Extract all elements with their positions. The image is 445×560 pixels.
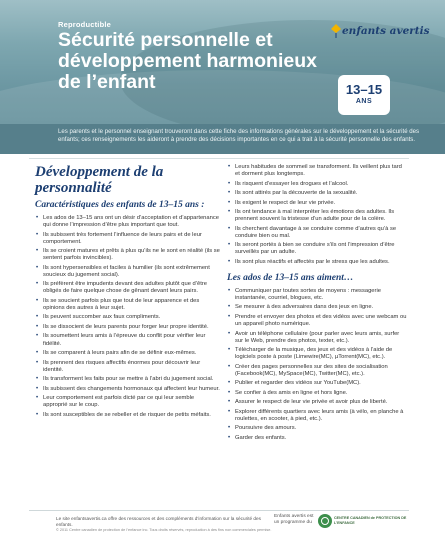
list-item-text: Ils se croient matures et prêts à plus qu’ils ne le sont en réalité (ils se sentent parfois invincibles).: [43, 248, 220, 262]
bullet-icon: •: [228, 313, 231, 320]
page-footer: [0, 508, 445, 560]
partner-label: Enfants avertis est un programme du: [274, 514, 314, 525]
list-item-text: Ils sont susceptibles de se rebeller et de risquer de petits méfaits.: [43, 411, 211, 418]
bullet-icon: •: [36, 411, 39, 418]
bullet-icon: •: [228, 258, 231, 265]
list-item: [35, 386, 220, 393]
bullet-icon: •: [36, 376, 39, 383]
list-item-text: Ils préfèrent être impudents devant des adultes plutôt que d’être obligés de faire quelque chose de gênant devant leurs pairs.: [43, 281, 208, 295]
list-item-text: Ils sont hypersensibles et faciles à humilier (ils sont extrêmement soucieux du jugement social).: [43, 264, 210, 278]
bullet-icon: •: [36, 215, 39, 221]
list-item: [227, 226, 407, 240]
list-item: [35, 248, 220, 262]
list-item-text: Se mesurer à des adversaires dans des jeux en ligne.: [235, 304, 374, 311]
list-item-text: Ils risquent d’essayer les drogues et l’alcool.: [235, 180, 349, 187]
bullet-icon: •: [228, 180, 231, 187]
list-item: [35, 350, 220, 357]
list-item: [227, 399, 407, 406]
bullet-icon: •: [36, 385, 39, 392]
list-item-text: Ils peuvent succomber aux faux compliments.: [43, 314, 161, 321]
bullet-icon: •: [228, 408, 231, 415]
page-header: [0, 0, 445, 124]
list-item-text: Leurs habitudes de sommeil se transforment. Ils veillent plus tard et dorment plus longtemps.: [235, 164, 402, 178]
bullet-icon: •: [36, 231, 39, 238]
list-item-text: Prendre et envoyer des photos et des vidéos avec une webcam ou un appareil photo numérique.: [235, 313, 407, 328]
list-item: [227, 314, 407, 328]
list-item: [35, 360, 220, 374]
section-title: Les ados de 13–15 ans aiment…: [227, 272, 354, 283]
bullet-icon: •: [36, 323, 39, 330]
list-item: [35, 314, 220, 321]
bullet-icon: •: [228, 209, 231, 216]
bullet-icon: •: [36, 359, 39, 366]
list-item: [35, 298, 220, 312]
bullet-icon: •: [36, 248, 39, 255]
copyright-note: © 2011 Centre canadien de protection de l’enfance inc. Tous droits réservés, reproduction à des fins non commerciales permise.: [56, 528, 272, 532]
list-item-text: Ils se dissocient de leurs parents pour forger leur propre identité.: [43, 323, 209, 330]
list-item-text: Ils se soucient parfois plus que tout de leur apparence et des opinions des autres à leur sujet.: [43, 297, 200, 311]
bullet-icon: •: [228, 330, 231, 337]
list-item-text: Ils seront portés à bien se conduire s’ils ont l’impression d’être surveillés par un adulte.: [235, 242, 395, 256]
bullet-icon: •: [36, 297, 39, 304]
bullet-icon: •: [228, 225, 231, 232]
list-item: [227, 304, 407, 311]
list-item-text: Ils subissent des changements hormonaux qui affectent leur humeur.: [43, 385, 220, 392]
page-title: Sécurité personnelle et développement harmonieux de l’enfant: [58, 29, 317, 93]
partner-name: CENTRE CANADIEN de PROTECTION DE L’ENFANCE: [334, 516, 407, 525]
list-item-text: Communiquer par toutes sortes de moyens : messagerie instantanée, courriel, blogues, etc.: [235, 287, 381, 301]
list-item-text: Ils ont tendance à mal interpréter les émotions des adultes. Ils prennent souvent la tristesse d’un adulte pour de la colère.: [235, 209, 395, 223]
list-item-text: Ils soumettent leurs amis à l’épreuve du conflit pour vérifier leur fidélité.: [43, 333, 206, 347]
footer-text: Le site enfantsavertis.ca offre des ressources et des compléments d’information sur la sécurité des enfants.: [56, 516, 261, 527]
bullet-icon: •: [228, 287, 231, 294]
list-item-text: Publier et regarder des vidéos sur YouTube(MC).: [235, 380, 361, 387]
list-item: [35, 333, 220, 347]
age-unit: ANS: [355, 98, 373, 105]
list-item-text: Explorer différents quartiers avec leurs amis (à vélo, en planche à roulettes, en scooter, à pied, etc.).: [235, 408, 404, 422]
intro-band: [0, 124, 445, 154]
kite-icon: [330, 24, 342, 38]
bullet-icon: •: [36, 350, 39, 357]
intro-text: Les parents et le personnel enseignant trouveront dans cette fiche des informations générales sur le développement et la sécurité des enfants; ces renseignements les aideront à prendre des décisions importantes en ce qui a trait à la sécurité personnelle des enfants.: [58, 128, 420, 144]
list-item: [227, 347, 407, 361]
brand-logo-text: enfants avertis: [342, 25, 430, 37]
divider: [29, 510, 409, 511]
list-item-text: Avoir un téléphone cellulaire (pour parler avec leurs amis, surfer sur le Web, prendre des photos, texter, etc.).: [235, 330, 400, 344]
list-item-text: Ils prennent des risques affectifs énormes pour découvrir leur identité.: [43, 359, 201, 373]
list-item: [227, 425, 407, 432]
list-item-text: Télécharger de la musique, des jeux et des vidéos à l’aide de logiciels poste à poste (Limewire(MC), µTorrent(MC), etc.).: [235, 347, 393, 361]
list-item-text: Créer des pages personnelles sur des sites de socialisation (Facebook(MC), MySpace(MC), Twitter(MC), etc.).: [235, 363, 388, 377]
left-column: [35, 164, 220, 421]
list-item-text: Ils cherchent davantage à se conduire comme d’autres qu’à se conduire bien ou mal.: [235, 225, 397, 239]
bullet-icon: •: [228, 304, 231, 311]
bullet-icon: •: [228, 363, 231, 370]
list-item-text: Se confier à des amis en ligne et hors ligne.: [235, 389, 348, 396]
list-item-text: Garder des enfants.: [235, 434, 287, 441]
list-item-text: Poursuivre des amours.: [235, 425, 297, 432]
list-item-text: Ils sont plus réactifs et affectés par le stress que les adultes.: [235, 258, 390, 265]
list-item: [35, 376, 220, 383]
right-column: [227, 164, 407, 444]
list-item: [227, 288, 407, 302]
bullet-icon: •: [228, 242, 231, 249]
list-item-text: Ils subissent très fortement l’influence de leurs pairs et de leur comportement.: [43, 231, 202, 245]
list-item: [35, 265, 220, 279]
list-item: [35, 412, 220, 419]
bullet-icon: •: [228, 389, 231, 396]
list-item: [227, 435, 407, 442]
list-item-text: Assurer le respect de leur vie privée et avoir plus de liberté.: [235, 399, 388, 406]
list-item: [227, 409, 407, 423]
list-item: [227, 242, 407, 256]
bullet-icon: •: [228, 190, 231, 197]
bullet-icon: •: [36, 314, 39, 321]
list-item: [227, 331, 407, 345]
list-item: [227, 259, 407, 266]
list-item-text: Ils exigent le respect de leur vie privée.: [235, 199, 336, 206]
likes-list: [227, 288, 407, 442]
bullet-icon: •: [36, 395, 39, 402]
list-item-text: Ils se comparent à leurs pairs afin de se définir eux-mêmes.: [43, 350, 197, 357]
list-item-text: Les ados de 13–15 ans ont un désir d’acceptation et d’appartenance qui donne l’impression d’être plus important que tout.: [43, 215, 219, 229]
list-item: [35, 324, 220, 331]
list-item: [227, 200, 407, 207]
bullet-icon: •: [228, 347, 231, 354]
list-item: [35, 232, 220, 246]
bullet-icon: •: [228, 164, 231, 170]
kicker-label: Reproductible: [58, 20, 112, 29]
bullet-icon: •: [228, 425, 231, 432]
section-title: Développement de la personnalité: [35, 164, 164, 196]
list-item: [35, 215, 220, 229]
list-item-text: Leur comportement est parfois dicté par ce qui leur semble approprié sur le coup.: [43, 395, 195, 409]
age-badge: [338, 75, 390, 115]
list-item-text: Ils sont attirés par la découverte de la sexualité.: [235, 190, 358, 197]
content-card: [29, 158, 409, 508]
characteristics-list: [35, 215, 220, 419]
bullet-icon: •: [228, 434, 231, 441]
list-item: [227, 390, 407, 397]
list-item: [227, 181, 407, 188]
list-item: [227, 380, 407, 387]
bullet-icon: •: [36, 333, 39, 340]
divider: [29, 158, 409, 159]
bullet-icon: •: [228, 199, 231, 206]
maple-leaf-icon: [318, 514, 332, 528]
list-item: [227, 209, 407, 223]
list-item: [227, 164, 407, 178]
bullet-icon: •: [36, 264, 39, 271]
bullet-icon: •: [228, 399, 231, 406]
bullet-icon: •: [36, 281, 39, 288]
list-item: [35, 281, 220, 295]
bullet-icon: •: [228, 380, 231, 387]
list-item: [227, 364, 407, 378]
list-item: [227, 190, 407, 197]
section-subtitle: Caractéristiques des enfants de 13–15 ans :: [35, 200, 205, 210]
list-item-text: Ils transforment les faits pour se mettre à l’abri du jugement social.: [43, 376, 214, 383]
age-range: 13–15: [345, 82, 383, 97]
characteristics-list-continued: [227, 164, 407, 266]
list-item: [35, 395, 220, 409]
